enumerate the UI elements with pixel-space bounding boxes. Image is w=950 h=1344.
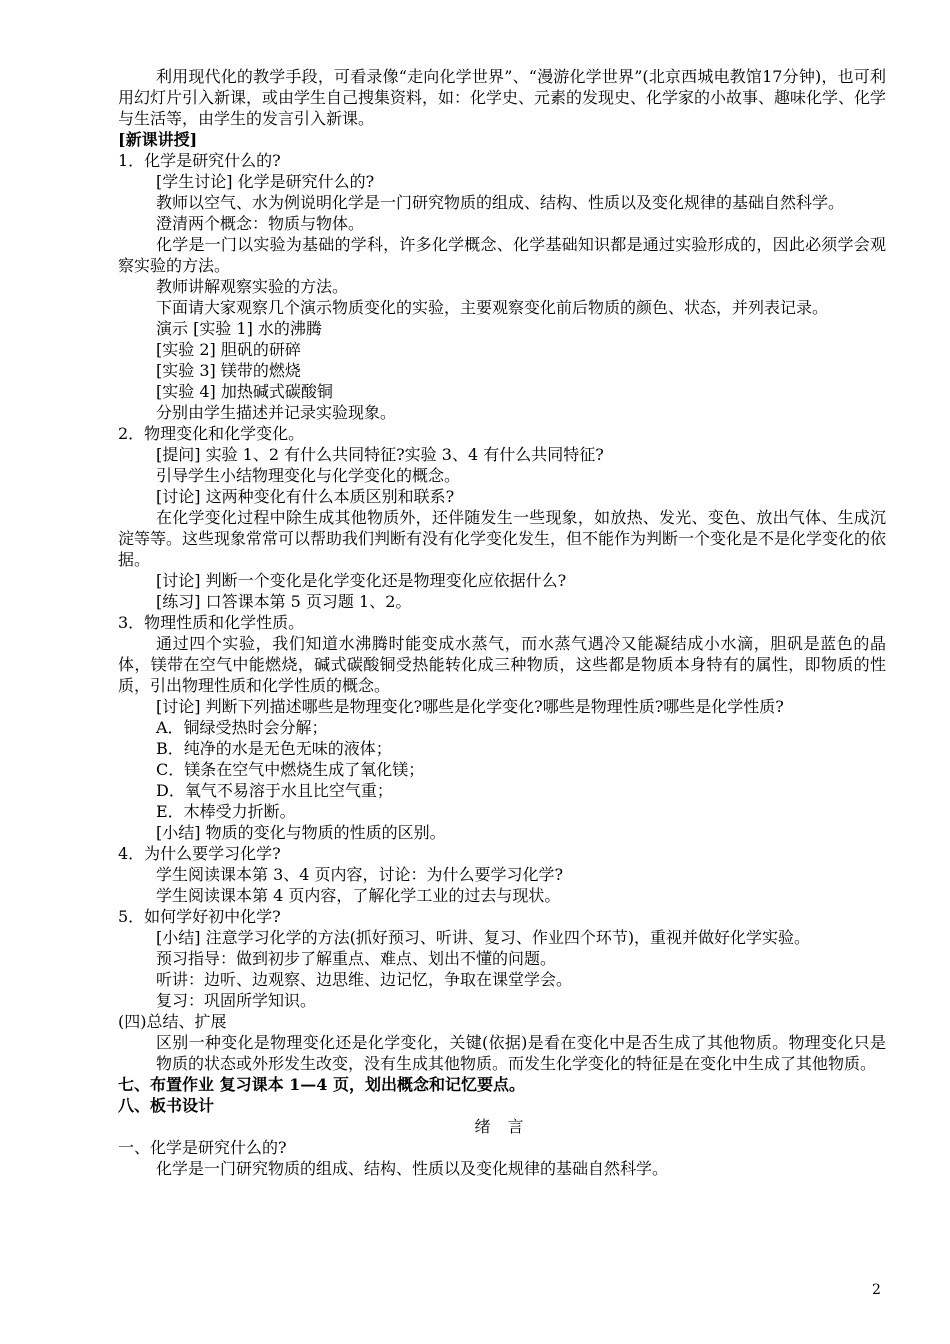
paragraph: [练习] 口答课本第 5 页习题 1、2。	[156, 592, 412, 611]
paragraph: 4．为什么要学习化学?	[118, 844, 281, 863]
paragraph: 通过四个实验，我们知道水沸腾时能变成水蒸气，而水蒸气遇冷又能凝结成小水滴，胆矾是蓝色的晶体，镁带在空气中能燃烧，碱式碳酸铜受热能转化成三种物质，这些都是物质本身特有的属性，即物质的性质，引出物理性质和化学性质的概念。	[118, 634, 886, 695]
paragraph: B．纯净的水是无色无味的液体；	[156, 739, 392, 758]
paragraph: 5．如何学好初中化学?	[118, 907, 281, 926]
paragraph: A．铜绿受热时会分解；	[156, 718, 328, 737]
paragraph: 演示 [实验 1] 水的沸腾	[156, 319, 322, 338]
paragraph: C．镁条在空气中燃烧生成了氧化镁；	[156, 760, 425, 779]
paragraph: 化学是一门研究物质的组成、结构、性质以及变化规律的基础自然科学。	[156, 1159, 669, 1178]
paragraph: 学生阅读课本第 4 页内容，了解化学工业的过去与现状。	[156, 886, 561, 905]
paragraph: 引导学生小结物理变化与化学变化的概念。	[156, 466, 461, 485]
paragraph: 在化学变化过程中除生成其他物质外，还伴随发生一些现象，如放热、发光、变色、放出气体、生成沉淀等等。这些现象常常可以帮助我们判断有没有化学变化发生，但不能作为判断一个变化是不是化学变化的依据。	[118, 508, 887, 569]
paragraph: [实验 3] 镁带的燃烧	[156, 361, 301, 380]
paragraph: 下面请大家观察几个演示物质变化的实验，主要观察变化前后物质的颜色、状态，并列表记录。	[156, 298, 829, 317]
paragraph: 3．物理性质和化学性质。	[118, 613, 305, 632]
paragraph: [讨论] 判断下列描述哪些是物理变化?哪些是化学变化?哪些是物理性质?哪些是化学性质?	[156, 697, 784, 716]
paragraph: E．木棒受力折断。	[156, 802, 296, 821]
paragraph: [讨论] 判断一个变化是化学变化还是物理变化应依据什么?	[156, 571, 567, 590]
paragraph: 分别由学生描述并记录实验现象。	[156, 403, 397, 422]
section-heading: [新课讲授]	[118, 130, 198, 149]
section-heading: 七、布置作业 复习课本 1—4 页，划出概念和记忆要点。	[118, 1075, 525, 1094]
paragraph: [实验 2] 胆矾的研碎	[156, 340, 301, 359]
paragraph: [实验 4] 加热碱式碳酸铜	[156, 382, 333, 401]
page-number: 2	[872, 1282, 881, 1298]
paragraph: [小结] 注意学习化学的方法(抓好预习、听讲、复习、作业四个环节)，重视并做好化学实验。	[156, 928, 811, 947]
section-heading: 八、板书设计	[118, 1096, 215, 1115]
paragraph: 澄清两个概念：物质与物体。	[156, 214, 365, 233]
paragraph: 教师讲解观察实验的方法。	[156, 277, 349, 296]
paragraph: 利用现代化的教学手段，可看录像“走向化学世界”、“漫游化学世界”(北京西城电教馆17分钟)，也可利用幻灯片引入新课，或由学生自己搜集资料，如：化学史、元素的发现史、化学家的小故事、趣味化学、化学与生活等，由学生的发言引入新课。	[118, 67, 887, 128]
paragraph: 区别一种变化是物理变化还是化学变化，关键(依据)是看在变化中是否生成了其他物质。物理变化只是物质的状态或外形发生改变，没有生成其他物质。而发生化学变化的特征是在变化中生成了其他物质。	[156, 1033, 886, 1073]
paragraph: 听讲：边听、边观察、边思维、边记忆，争取在课堂学会。	[156, 970, 573, 989]
paragraph: [提问] 实验 1、2 有什么共同特征?实验 3、4 有什么共同特征?	[156, 445, 604, 464]
paragraph: [讨论] 这两种变化有什么本质区别和联系?	[156, 487, 455, 506]
paragraph: 学生阅读课本第 3、4 页内容，讨论：为什么要学习化学?	[156, 865, 564, 884]
paragraph: [学生讨论] 化学是研究什么的?	[156, 172, 375, 191]
paragraph: [小结] 物质的变化与物质的性质的区别。	[156, 823, 446, 842]
paragraph: (四)总结、扩展	[118, 1012, 227, 1031]
paragraph: 教师以空气、水为例说明化学是一门研究物质的组成、结构、性质以及变化规律的基础自然科学。	[156, 193, 845, 212]
paragraph: 2．物理变化和化学变化。	[118, 424, 305, 443]
paragraph: 预习指导：做到初步了解重点、难点、划出不懂的问题。	[156, 949, 557, 968]
board-title: 绪 言	[474, 1117, 530, 1136]
paragraph: D．氧气不易溶于水且比空气重；	[156, 781, 393, 800]
paragraph: 化学是一门以实验为基础的学科，许多化学概念、化学基础知识都是通过实验形成的，因此必须学会观察实验的方法。	[118, 235, 886, 275]
paragraph: 复习：巩固所学知识。	[156, 991, 317, 1010]
paragraph: 1．化学是研究什么的?	[118, 151, 281, 170]
document-body	[118, 66, 886, 1179]
paragraph: 一、化学是研究什么的?	[118, 1138, 287, 1157]
